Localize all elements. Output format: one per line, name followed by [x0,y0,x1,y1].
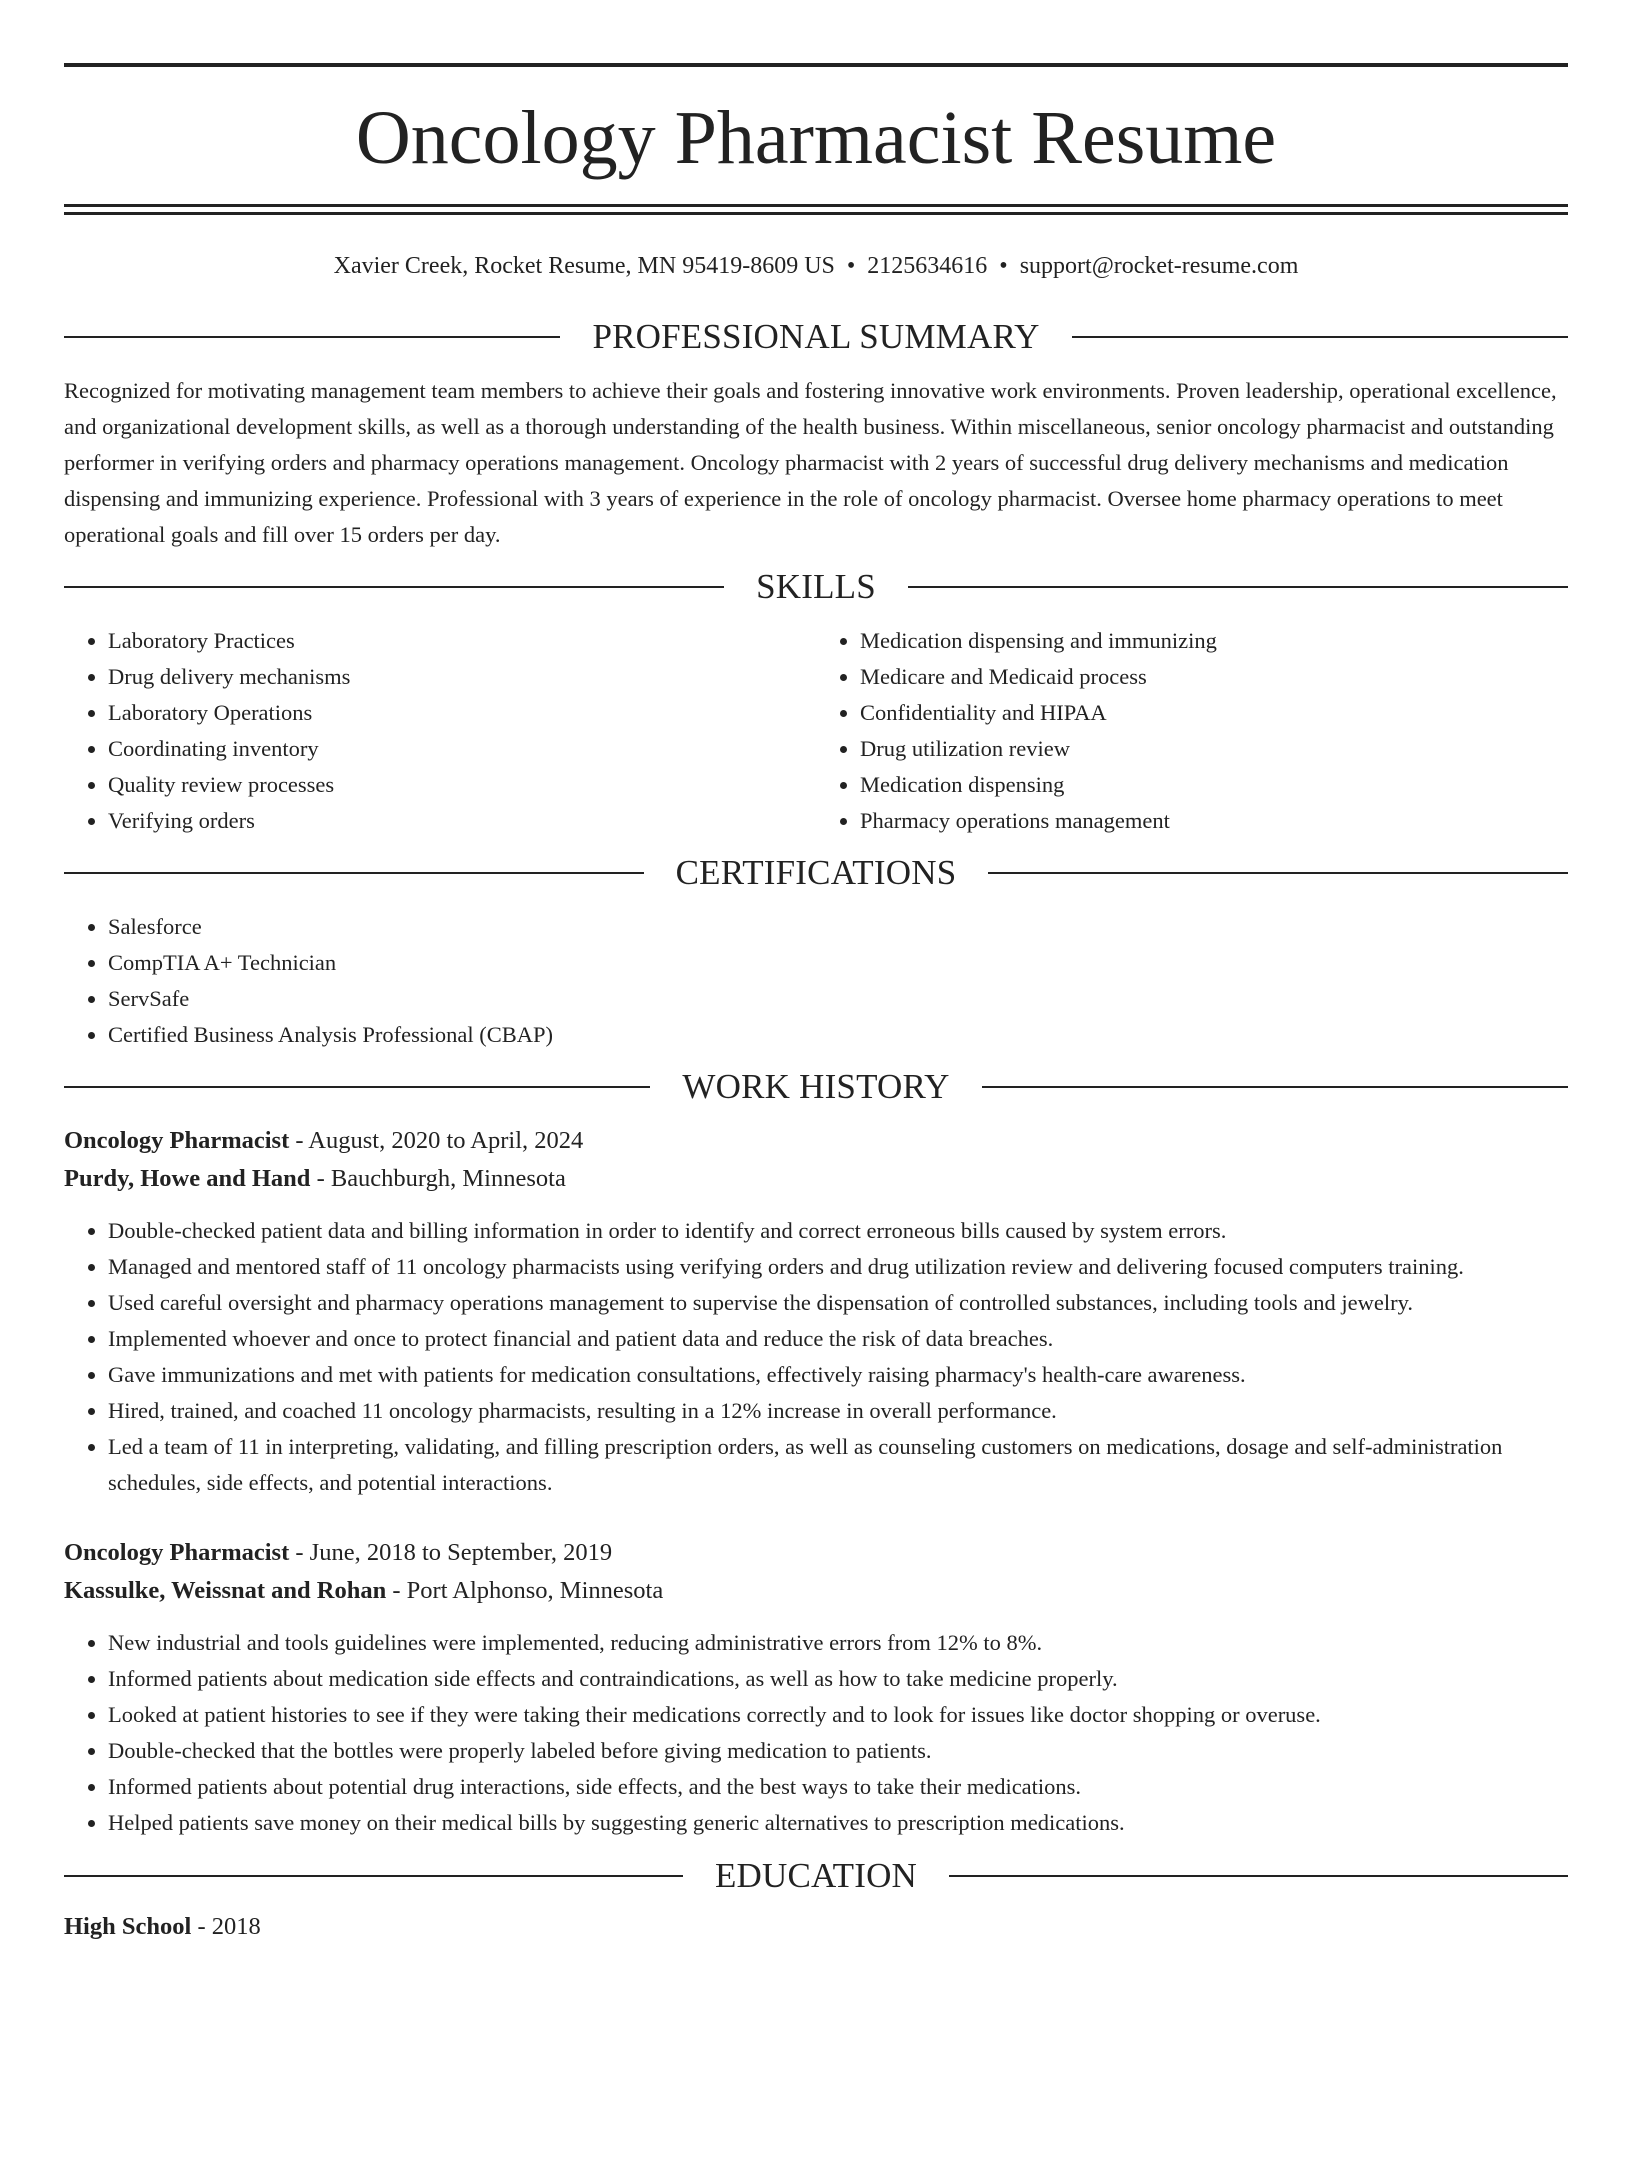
job-company-line [64,1160,1568,1198]
job-bullet: • Informed patients about potential drug interactions, side effects, and the best ways to take their medications. [108,1769,1568,1805]
job-title: Oncology Pharmacist [64,1127,290,1154]
skills-section-header [64,567,1568,607]
job-bullet: • Gave immunizations and met with patients for medication consultations, effectively raising pharmacy's health-care awareness. [108,1357,1568,1393]
section-rule [1072,336,1568,338]
job-company-line [64,1572,1568,1610]
job-bullet: • Implemented whoever and once to protect financial and patient data and reduce the risk of data breaches. [108,1321,1568,1357]
education-year: - 2018 [191,1913,261,1940]
skill-item: • Pharmacy operations management [860,803,1568,839]
job-title-line [64,1534,1568,1572]
section-rule [64,1875,683,1877]
section-rule [908,586,1568,588]
section-rule [982,1086,1568,1088]
resume-title: Oncology Pharmacist Resume [355,96,1277,180]
job-bullet: • Double-checked patient data and billing information in order to identify and correct erroneous bills caused by system errors. [108,1213,1568,1249]
contact-address: Xavier Creek, Rocket Resume, MN 95419-8609 US [333,253,835,279]
contact-line [64,251,1568,281]
skill-item: • Drug utilization review [860,731,1568,767]
job-bullet: • Looked at patient histories to see if they were taking their medications correctly and to look for issues like doctor shopping or overuse. [108,1697,1568,1733]
skill-item: • Medication dispensing and immunizing [860,623,1568,659]
section-rule [949,1875,1568,1877]
skill-item: • Quality review processes [108,767,816,803]
education-section-header [64,1856,1568,1896]
summary-heading: PROFESSIONAL SUMMARY [592,317,1040,356]
skill-item: • Laboratory Operations [108,695,816,731]
section-rule [64,336,560,338]
skill-item: • Verifying orders [108,803,816,839]
contact-email: support@rocket-resume.com [1019,253,1299,279]
certification-item: • ServSafe [108,981,1568,1017]
job-bullet: • Managed and mentored staff of 11 oncology pharmacists using verifying orders and drug utilization review and delivering focused computers training. [108,1249,1568,1285]
job-bullet: • Helped patients save money on their medical bills by suggesting generic alternatives to prescription medications. [108,1805,1568,1841]
job-company: Kassulke, Weissnat and Rohan [64,1577,387,1604]
skill-item: • Laboratory Practices [108,623,816,659]
job-company: Purdy, Howe and Hand [64,1165,311,1192]
certification-item: • CompTIA A+ Technician [108,945,1568,981]
education-heading: EDUCATION [714,1856,918,1895]
certifications-heading: CERTIFICATIONS [675,853,957,892]
skills-heading: SKILLS [756,567,876,606]
education-entry [64,1908,1568,1946]
contact-phone: 2125634616 [867,253,988,279]
work-section-header [64,1067,1568,1107]
section-rule [64,586,724,588]
job-bullets [64,1213,1568,1501]
certification-item: • Certified Business Analysis Professional (CBAP) [108,1017,1568,1053]
resume-page [0,63,1632,2175]
job-bullet: • Hired, trained, and coached 11 oncology pharmacists, resulting in a 12% increase in overall performance. [108,1393,1568,1429]
skill-item: • Drug delivery mechanisms [108,659,816,695]
job-entry [64,1534,1568,1841]
skill-item: • Medication dispensing [860,767,1568,803]
job-location: - Bauchburgh, Minnesota [310,1165,566,1192]
job-bullet: • Led a team of 11 in interpreting, validating, and filling prescription orders, as well as counseling customers on medications, dosage and self-administration schedules, side effects, and potential interactions. [108,1429,1568,1501]
work-heading: WORK HISTORY [682,1067,950,1106]
education-degree: High School [64,1913,192,1940]
contact-separator: • [846,253,856,279]
job-title-line [64,1122,1568,1160]
skill-item: • Medicare and Medicaid process [860,659,1568,695]
job-location: - Port Alphonso, Minnesota [386,1577,664,1604]
summary-section-header [64,317,1568,357]
job-dates: - June, 2018 to September, 2019 [289,1539,613,1566]
certification-item: • Salesforce [108,909,1568,945]
section-rule [988,872,1568,874]
job-bullet: • Used careful oversight and pharmacy operations management to supervise the dispensation of controlled substances, including tools and jewelry. [108,1285,1568,1321]
job-entry [64,1122,1568,1501]
job-bullet: • Double-checked that the bottles were properly labeled before giving medication to patients. [108,1733,1568,1769]
summary-text: Recognized for motivating management team members to achieve their goals and fostering innovative work environments. Proven leadership, operational excellence, and organizational development skills, as well as a thorough understanding of the health business. Within miscellaneous, senior oncology pharmacist and outstanding performer in verifying orders and pharmacy operations management. Oncology pharmacist with 2 years of successful drug delivery mechanisms and medication dispensing and immunizing experience. Professional with 3 years of experience in the role of oncology pharmacist. Oversee home pharmacy operations to meet operational goals and fill over 15 orders per day. [64,378,1557,547]
skills-column-right [816,623,1568,839]
section-rule [64,872,644,874]
job-bullets [64,1625,1568,1841]
certifications-section-header [64,853,1568,893]
skill-item: • Confidentiality and HIPAA [860,695,1568,731]
job-title: Oncology Pharmacist [64,1539,290,1566]
skills-column-left [64,623,816,839]
job-bullet: • Informed patients about medication side effects and contraindications, as well as how to take medicine properly. [108,1661,1568,1697]
job-dates: - August, 2020 to April, 2024 [289,1127,584,1154]
title-double-rule [64,204,1568,215]
contact-separator: • [999,253,1008,279]
certifications-list [64,909,1568,1053]
job-bullet: • New industrial and tools guidelines were implemented, reducing administrative errors from 12% to 8%. [108,1625,1568,1661]
skills-list [64,623,1568,839]
skill-item: • Coordinating inventory [108,731,816,767]
section-rule [64,1086,650,1088]
